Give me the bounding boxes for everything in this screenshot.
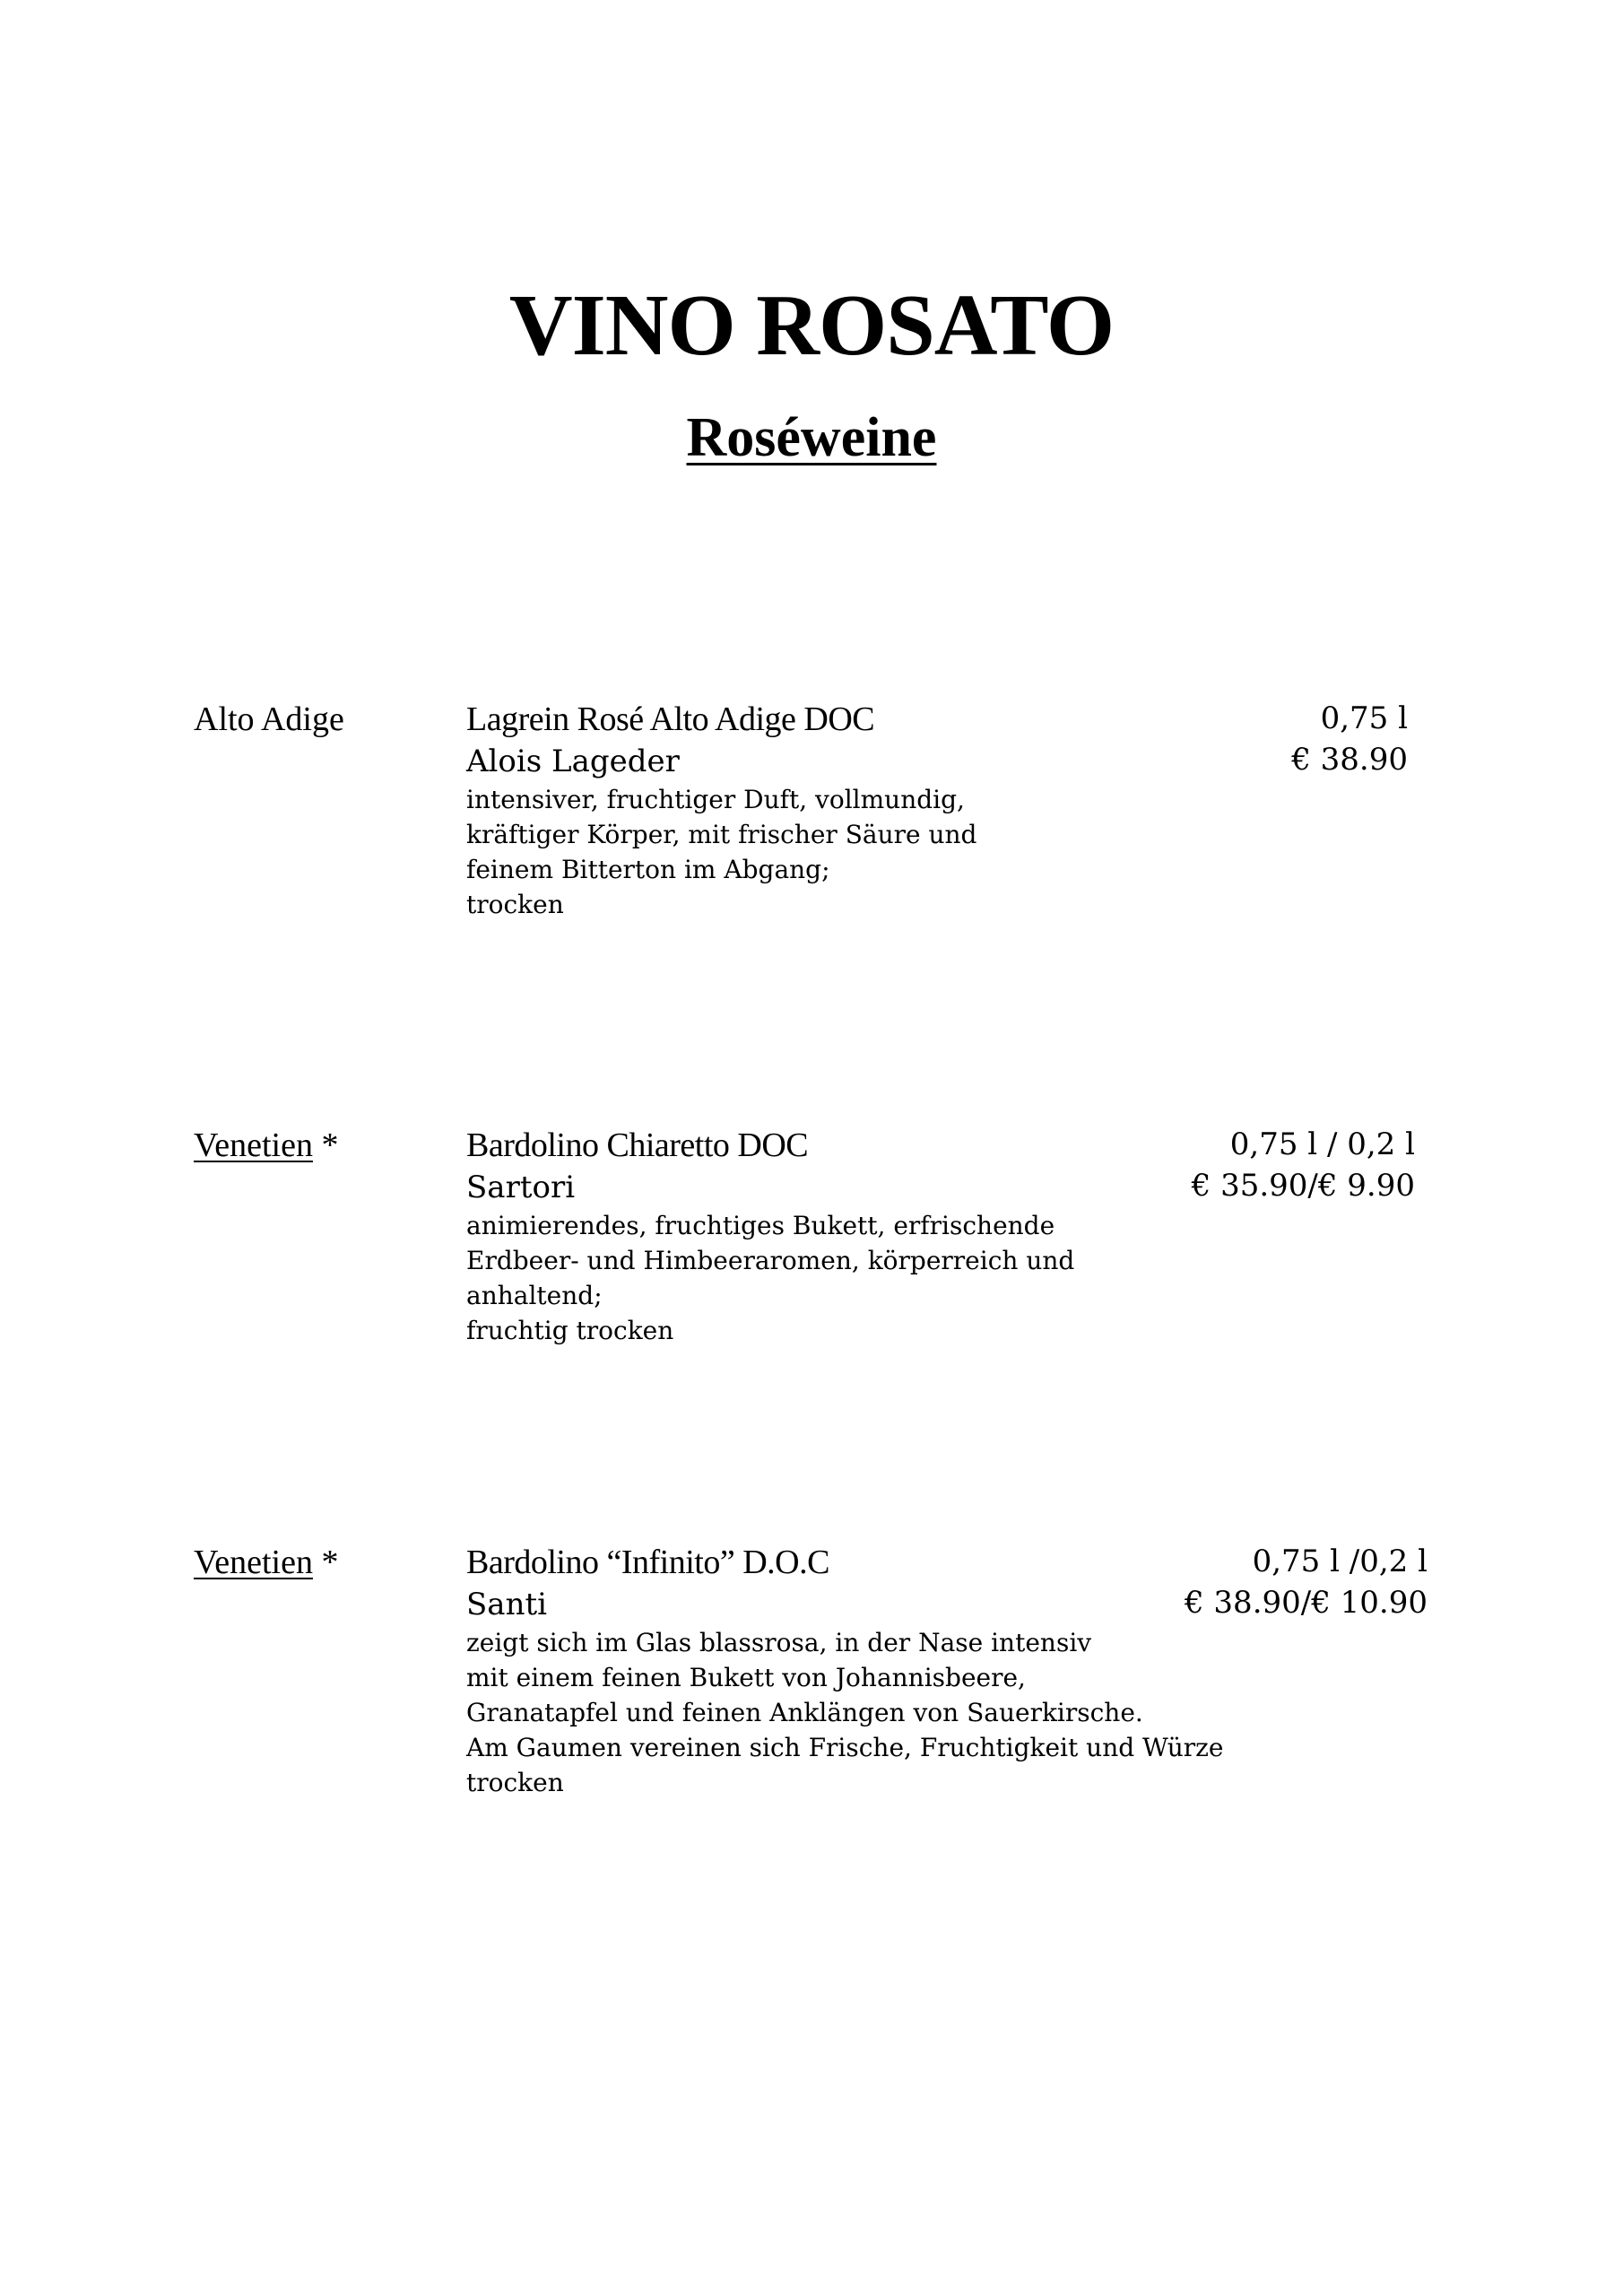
- wine-description-line: trocken: [466, 890, 564, 919]
- wine-description-line: intensiver, fruchtiger Duft, vollmundig,: [466, 785, 965, 814]
- page-title: VINO ROSATO: [508, 277, 1115, 374]
- wine-producer: Sartori: [466, 1170, 576, 1205]
- wine-price: € 38.90: [1291, 742, 1408, 778]
- wine-description-line: animierendes, fruchtiges Bukett, erfrischende: [466, 1211, 1055, 1240]
- wine-region: [194, 1541, 338, 1584]
- wine-region-name: Alto Adige: [194, 700, 344, 738]
- wine-description-line: Am Gaumen vereinen sich Frische, Fruchtigkeit und Würze: [466, 1733, 1224, 1762]
- wine-producer: Santi: [466, 1587, 547, 1622]
- wine-price-block: [1291, 698, 1408, 780]
- page-subtitle: Roséweine: [686, 407, 937, 468]
- wine-price-block: [1192, 1124, 1415, 1206]
- wine-volume: 0,75 l /0,2 l: [1252, 1544, 1428, 1579]
- wine-entry: [0, 1124, 1623, 1447]
- wine-region-name: Venetien: [194, 1126, 313, 1164]
- wine-region-name: Venetien: [194, 1544, 313, 1581]
- wine-description-line: Erdbeer- und Himbeeraromen, körperreich und: [466, 1246, 1075, 1275]
- wine-description-line: zeigt sich im Glas blassrosa, in der Nase intensiv: [466, 1628, 1092, 1657]
- wine-description-line: trocken: [466, 1768, 564, 1797]
- wine-region: [194, 698, 344, 741]
- wine-volume: 0,75 l: [1320, 700, 1408, 736]
- wine-description-line: Granatapfel und feinen Anklängen von Sauerkirsche.: [466, 1698, 1143, 1727]
- wine-region-marker: *: [312, 1544, 339, 1581]
- wine-price-block: [1185, 1541, 1428, 1623]
- wine-entry: [0, 1541, 1623, 1864]
- wine-description-line: feinem Bitterton im Abgang;: [466, 855, 830, 884]
- wine-description-line: mit einem feinen Bukett von Johannisbeere,: [466, 1663, 1026, 1692]
- wine-volume: 0,75 l / 0,2 l: [1229, 1126, 1415, 1162]
- wine-description-line: fruchtig trocken: [466, 1316, 674, 1345]
- wine-price: € 38.90/€ 10.90: [1184, 1585, 1428, 1621]
- wine-name: Bardolino “Infinito” D.O.C: [466, 1544, 829, 1581]
- wine-details: [466, 1124, 1273, 1348]
- wine-producer: Alois Lageder: [466, 744, 680, 779]
- wine-name: Lagrein Rosé Alto Adige DOC: [466, 700, 875, 738]
- wine-name: Bardolino Chiaretto DOC: [466, 1126, 809, 1164]
- wine-details: [466, 1541, 1273, 1800]
- wine-region: [194, 1124, 338, 1167]
- wine-entry: [0, 698, 1623, 1021]
- wine-description-line: anhaltend;: [466, 1281, 603, 1310]
- wine-price: € 35.90/€ 9.90: [1191, 1168, 1415, 1204]
- wine-description-line: kräftiger Körper, mit frischer Säure und: [466, 820, 977, 849]
- wine-region-marker: *: [312, 1126, 339, 1164]
- wine-details: [466, 698, 1273, 922]
